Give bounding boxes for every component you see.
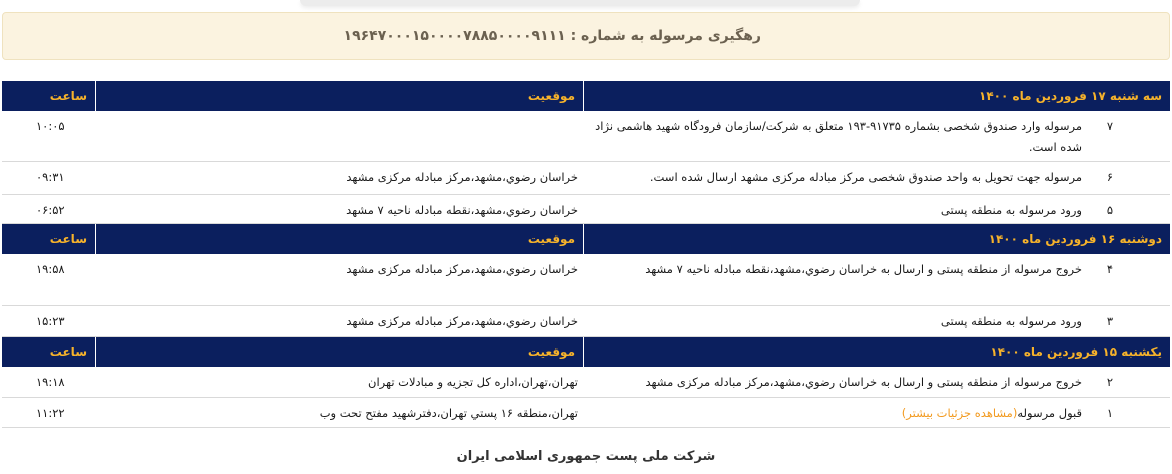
event-location: خراسان رضوي،مشهد،مرکز مبادله مرکزی مشهد bbox=[346, 262, 578, 276]
event-number: ۳ bbox=[1106, 314, 1114, 328]
table-row bbox=[2, 162, 1170, 195]
event-time: ۰۹:۳۱ bbox=[36, 170, 65, 184]
location-column-header: موقعیت bbox=[96, 224, 584, 254]
tracking-header bbox=[2, 12, 1170, 60]
event-time: ۱۰:۰۵ bbox=[36, 119, 65, 133]
day-header bbox=[2, 81, 1170, 111]
event-number: ۵ bbox=[1106, 203, 1114, 217]
table-row bbox=[2, 398, 1170, 428]
day-date: دوشنبه ۱۶ فروردین ماه ۱۴۰۰ bbox=[988, 232, 1162, 246]
top-card-edge bbox=[300, 0, 860, 6]
day-date: سه شنبه ۱۷ فروردین ماه ۱۴۰۰ bbox=[979, 89, 1162, 103]
event-number: ۲ bbox=[1106, 375, 1114, 389]
event-number: ۱ bbox=[1106, 406, 1114, 420]
event-time: ۱۵:۲۳ bbox=[36, 314, 65, 328]
event-description: خروج مرسوله از منطقه پستی و ارسال به خراسان رضوي،مشهد،مرکز مبادله مرکزی مشهد bbox=[645, 375, 1082, 389]
event-number: ۴ bbox=[1106, 262, 1114, 276]
footer-company: شرکت ملی پست جمهوری اسلامی ایران bbox=[456, 449, 716, 464]
day-date: یکشنبه ۱۵ فروردین ماه ۱۴۰۰ bbox=[990, 345, 1162, 359]
time-column-header: ساعت bbox=[2, 337, 96, 367]
event-time: ۱۱:۲۲ bbox=[36, 406, 65, 420]
location-column-header: موقعیت bbox=[96, 81, 584, 111]
event-location: خراسان رضوي،مشهد،مرکز مبادله مرکزی مشهد bbox=[346, 170, 578, 184]
location-column-header: موقعیت bbox=[96, 337, 584, 367]
event-location bbox=[96, 111, 584, 163]
event-number: ۷ bbox=[1106, 119, 1114, 133]
table-row bbox=[2, 111, 1170, 162]
day-header bbox=[2, 224, 1170, 254]
time-column-header: ساعت bbox=[2, 81, 96, 111]
event-description: مرسوله وارد صندوق شخصی بشماره ۹۱۷۳۵-۱۹۳ متعلق به شرکت/سازمان فرودگاه شهید هاشمی نژاد شده است. bbox=[595, 119, 1082, 154]
event-description: ورود مرسوله به منطقه پستی bbox=[940, 203, 1082, 217]
event-location: خراسان رضوي،مشهد،مرکز مبادله مرکزی مشهد bbox=[346, 314, 578, 328]
event-description bbox=[584, 398, 1090, 429]
table-row bbox=[2, 254, 1170, 306]
event-description: مرسوله جهت تحویل به واحد صندوق شخصی مرکز مبادله مرکزی مشهد ارسال شده است. bbox=[649, 170, 1082, 184]
event-description-text: قبول مرسوله bbox=[1017, 406, 1082, 420]
time-column-header: ساعت bbox=[2, 224, 96, 254]
event-time: ۱۹:۵۸ bbox=[36, 262, 65, 276]
day-header bbox=[2, 337, 1170, 367]
table-row bbox=[2, 195, 1170, 224]
table-row bbox=[2, 367, 1170, 398]
table-row bbox=[2, 306, 1170, 337]
event-location: تهران،منطقه ۱۶ پستي تهران،دفترشهيد مفتح تحت وب bbox=[319, 406, 578, 420]
tracking-table bbox=[2, 81, 1170, 428]
event-description: خروج مرسوله از منطقه پستی و ارسال به خراسان رضوي،مشهد،نقطه مبادله ناحيه ۷ مشهد bbox=[645, 262, 1082, 276]
event-location: خراسان رضوي،مشهد،نقطه مبادله ناحيه ۷ مشهد bbox=[346, 203, 578, 217]
event-number: ۶ bbox=[1106, 170, 1114, 184]
event-time: ۱۹:۱۸ bbox=[36, 375, 65, 389]
event-time: ۰۶:۵۲ bbox=[36, 203, 65, 217]
event-description: ورود مرسوله به منطقه پستی bbox=[940, 314, 1082, 328]
more-details-link[interactable]: (مشاهده جزئیات بیشتر) bbox=[901, 406, 1018, 420]
tracking-title: رهگیری مرسوله به شماره : ۱۹۶۴۷۰۰۰۱۵۰۰۰۰۷۸۸۵۰۰۰۰۹۱۱۱ bbox=[343, 28, 761, 44]
event-location: تهران،تهران،اداره کل تجزيه و مبادلات تهران bbox=[368, 375, 578, 389]
